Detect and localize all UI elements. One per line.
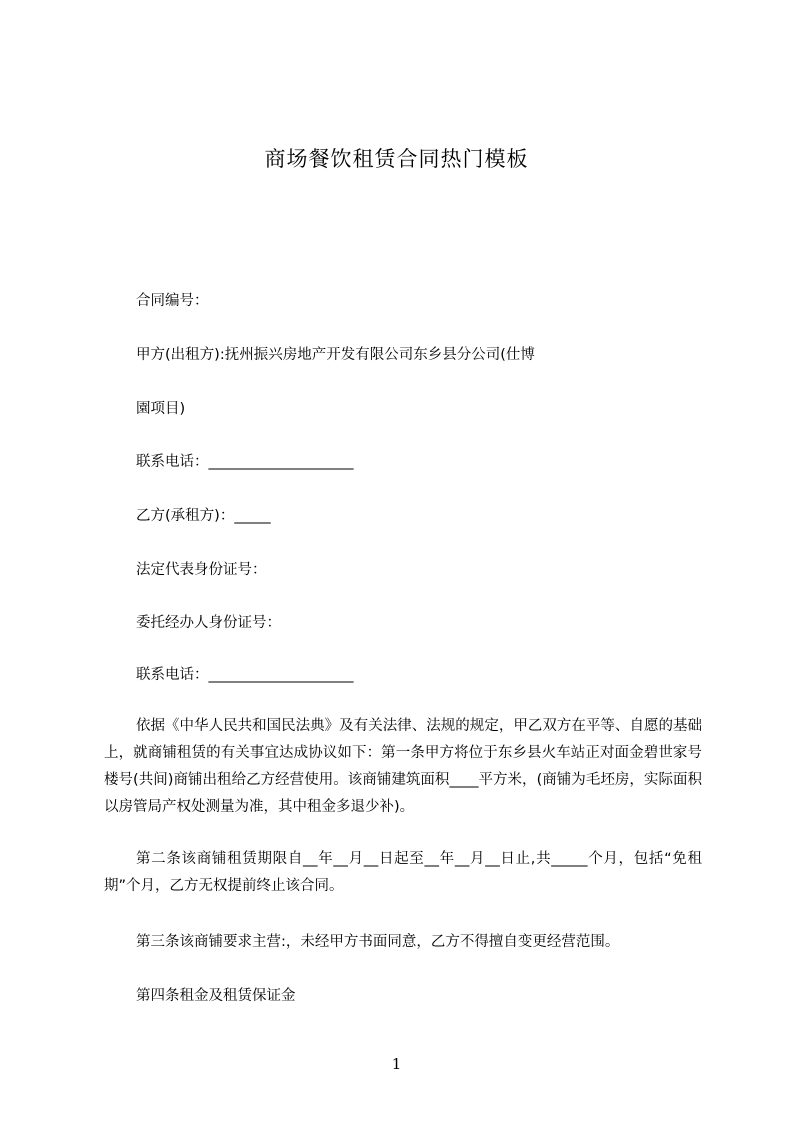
clause-2-paragraph: 第二条该商铺租赁期限自__年__月__日起至__年__月__日止,共_____个月，包括“免租期”个月，乙方无权提前终止该合同。 [104,851,702,894]
agent-id-line: 委托经办人身份证号： [136,615,281,631]
clause-1-paragraph: 依据《中华人民共和国民法典》及有关法律、法规的规定，甲乙双方在平等、自愿的基础上，就商铺租赁的有关事宜达成协议如下：第一条甲方将位于东乡县火车站正对面金碧世家号楼号(共间)商铺出租给乙方经营使用。该商铺建筑面积____平方米，(商铺为毛坯房，实际面积以房管局产权处测量为准，其中租金多退少补)。 [104,718,702,815]
clause-3-line: 第三条该商铺要求主营:，未经甲方书面同意，乙方不得擅自变更经营范围。 [136,934,620,950]
party-a-line-cont: 園项目) [136,401,186,417]
page-number: 1 [391,1055,402,1073]
party-b-phone-line: 联系电话：____________________ [136,667,354,683]
document-title: 商场餐饮租赁合同热门模板 [264,147,529,171]
legal-rep-id-line: 法定代表身份证号： [136,562,267,578]
clause-4-heading: 第四条租金及租赁保证金 [136,988,296,1004]
party-b-line: 乙方(承租方)：_____ [136,508,271,524]
party-a-phone-line: 联系电话：____________________ [136,454,354,470]
contract-number-line: 合同编号： [136,293,209,309]
party-a-line: 甲方(出租方):抚州振兴房地产开发有限公司东乡县分公司(仕博 [136,347,535,363]
